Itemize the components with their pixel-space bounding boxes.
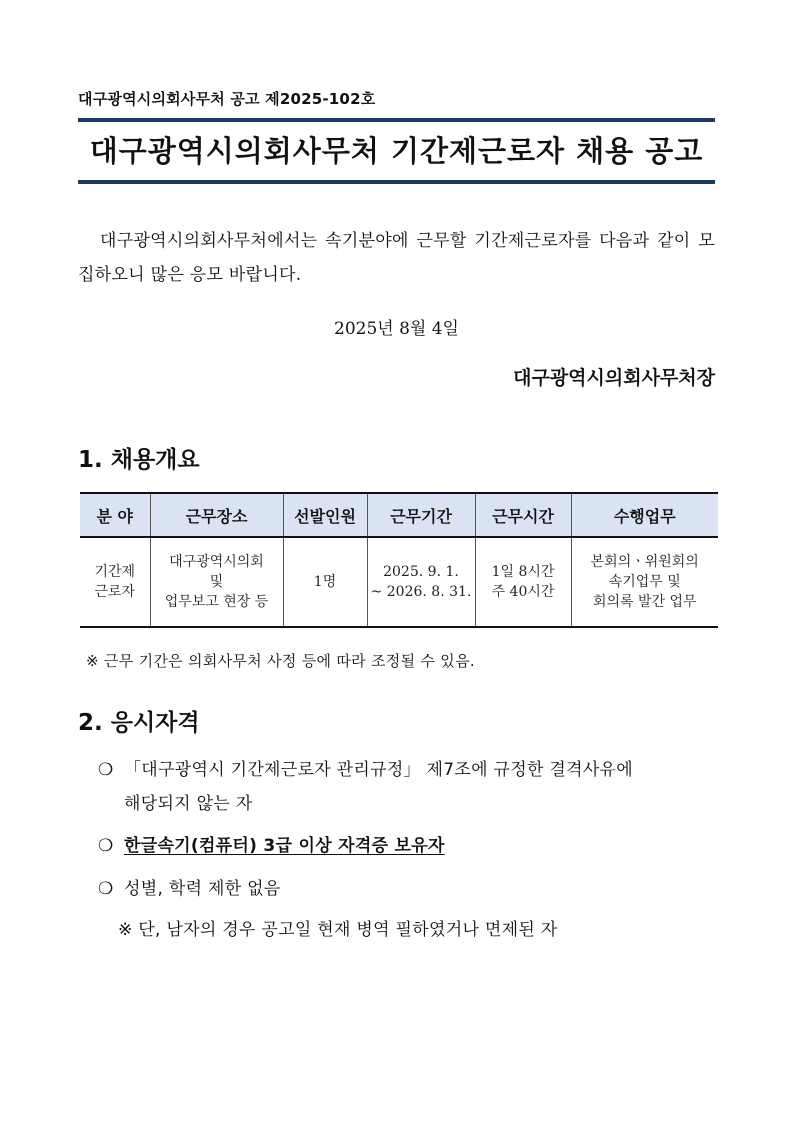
cell-line: 주 40시간 [491,584,555,600]
cell-line: 본회의ㆍ위원회의 [590,554,699,570]
issuer: 대구광역시의회사무처장 [513,367,715,389]
cell-line: 1일 8시간 [491,564,555,580]
cell-headcount [283,537,367,627]
cell-line: 기간제 [94,564,136,580]
cell-location [150,537,283,627]
cell-line: 1명 [313,574,337,590]
cell-line: 대구광역시의회 [169,554,264,570]
qualification-text: 한글속기(컴퓨터) 3급 이상 자격증 보유자 [124,836,445,856]
qualification-text-continued: 해당되지 않는 자 [124,794,253,814]
overview-table [80,492,718,628]
cell-line: 2025. 9. 1. [383,564,459,580]
qualification-text: 「대구광역시 기간제근로자 관리규정」 제7조에 규정한 결격사유에 [124,760,634,780]
table-note: ※ 근무 기간은 의회사무처 사정 등에 따라 조정될 수 있음. [86,652,475,670]
cell-line: 회의록 발간 업무 [592,594,697,610]
circle-bullet-icon: ❍ [98,879,114,899]
notice-number: 대구광역시의회사무처 공고 제2025-102호 [78,90,376,108]
header-period: 근무기간 [367,493,475,537]
cell-line: 속기업무 및 [608,574,681,590]
header-field: 분 야 [80,493,150,537]
header-hours: 근무시간 [475,493,571,537]
document-title: 대구광역시의회사무처 기간제근로자 채용 공고 [89,134,704,168]
qualification-item [98,757,718,783]
cell-line: ~ 2026. 8. 31. [370,584,472,600]
military-service-note: ※ 단, 남자의 경우 공고일 현재 병역 필하였거나 면제된 자 [118,920,558,940]
circle-bullet-icon: ❍ [98,836,114,856]
table-header-row [80,493,718,537]
header-duties: 수행업무 [571,493,718,537]
circle-bullet-icon: ❍ [98,760,114,780]
qualification-item [98,833,445,859]
cell-field [80,537,150,627]
intro-paragraph: 대구광역시의회사무처에서는 속기분야에 근무할 기간제근로자를 다음과 같이 모집하오니 많은 응모 바랍니다. [78,231,715,285]
notice-date: 2025년 8월 4일 [334,319,459,339]
cell-duties [571,537,718,627]
header-location: 근무장소 [150,493,283,537]
section-title-overview: 1. 채용개요 [78,447,200,473]
qualification-text: 성별, 학력 제한 없음 [124,879,281,899]
cell-line: 및 [209,574,224,590]
table-row [80,537,718,627]
header-headcount: 선발인원 [283,493,367,537]
title-rule-bottom [78,180,715,184]
section-title-qualifications: 2. 응시자격 [78,710,200,736]
cell-hours [475,537,571,627]
cell-line: 근로자 [94,584,136,600]
qualification-item [98,876,281,902]
cell-line: 업무보고 현장 등 [164,594,269,610]
cell-period [367,537,475,627]
